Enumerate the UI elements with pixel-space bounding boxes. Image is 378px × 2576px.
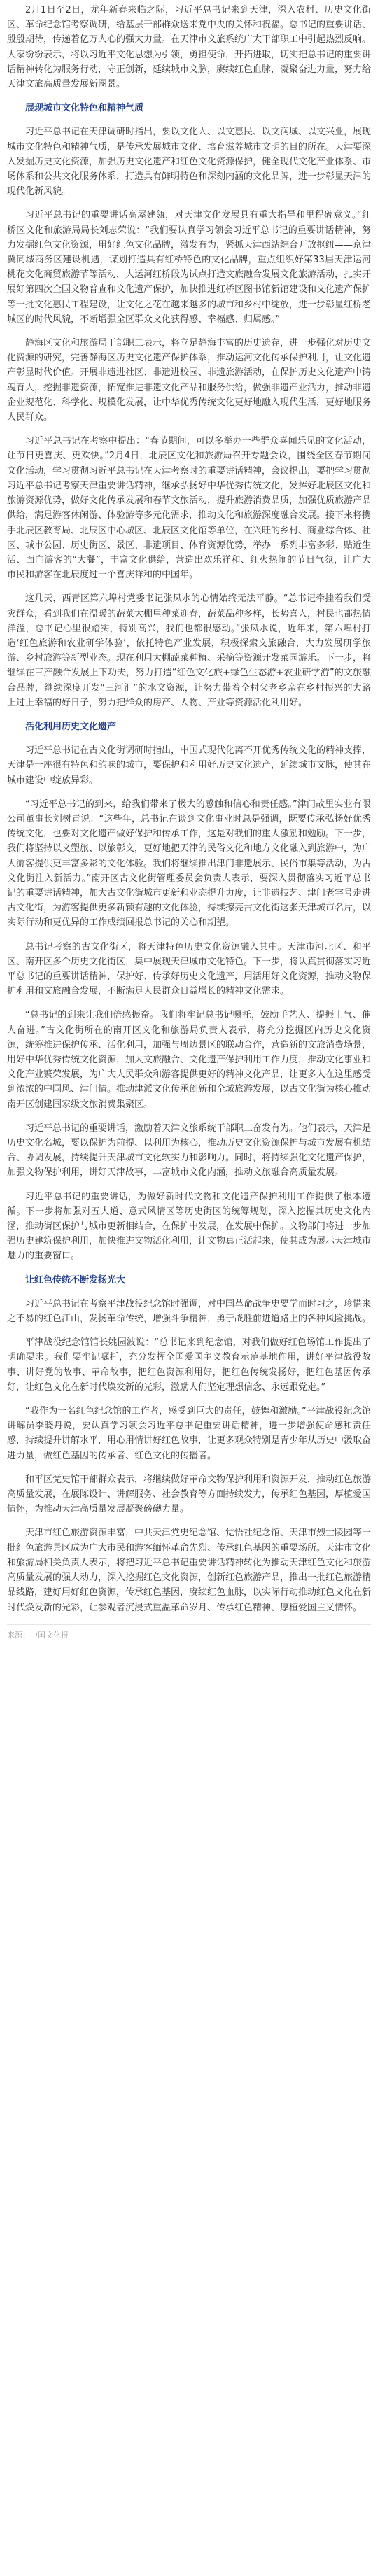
body-paragraph: “总书记的到来让我们倍感振奋。我们将牢记总书记嘱托，鼓励手艺人、提振士气、催人奋进。”古文化街所在的南开区文化和旅游局负责人表示，将充分挖掘区内历史文化资源，统筹推进保护传承、活化利用，加强与周边景区的联动合作，营造新的文旅消费场景，用好中华优秀传统文化资源，加大文旅融合、文化遗产保护利用工作力度，推动文化事业和文化产业繁荣发展，为广大人民群众和游客提供更好的精神文化产品，让更多人在这里感受到浓浓的中国风、津门情。推动津派文化传承创新和全域旅游发展，以古文化街为核心推动南开区创建国家级文旅消费集聚区。	[7, 1010, 372, 1110]
body-paragraph: 天津市红色旅游资源丰富，中共天津党史纪念馆、觉悟社纪念馆、天津市烈士陵园等一批红色旅游景区成为广大市民和游客缅怀革命先烈、传承红色基因的重要场所。天津市文化和旅游局相关负责人表示，将把习近平总书记重要讲话精神转化为推动天津红色文化和旅游高质量发展的强大动力，深入挖掘红色文化资源，创新红色旅游产品，推出一批红色旅游精品线路，建好用好红色资源，传承红色基因，赓续红色血脉，以实际行动推动红色文化在新时代焕发新的光彩，让参观者沉浸式重温革命岁月、传承红色精神、厚植爱国主义情怀。	[7, 1528, 372, 1613]
body-paragraph: 习近平总书记在考察平津战役纪念馆时强调，对中国革命战争史要学而时习之，珍惜来之不易的红色江山，发扬革命传统，增强斗争精神，勇于战胜前进道路上的各种风险挑战。	[7, 1298, 372, 1325]
body-paragraph: 习近平总书记的重要讲话，激励着天津文旅系统干部职工奋发有为。他们表示，天津是历史文化名城，要以保护为前提、以利用为核心，推动历史文化资源保护与城市发展有机结合、协调发展，持续提升天津城市文化软实力和影响力。同时，将持续强化文化遗产保护，加强文物保护利用，讲好天津故事，丰富城市文化内涵，推动文旅融合高质量发展。	[7, 1122, 372, 1178]
body-paragraph: “习近平总书记的到来，给我们带来了极大的感触和信心和责任感。”津门故里实业有限公司董事长刘树青说：“这些年，总书记在谈到文化事业时总是强调，既要传承弘扬好优秀传统文化，也要对文化遗产做好保护和传承工作，这是对我们的重大激励和勉励。下一步，我们将坚持以文塑旅、以旅彰文，更好地把天津的民俗文化和地方文化融入到旅游中，为广大游客提供更丰富多彩的文化体验。我们将继续推出津门非遗展示、民俗市集等活动，为古文化街注入新活力。”南开区古文化街管理委员会负责人表示，要深入贯彻落实习近平总书记的重要讲话精神，加大古文化街城市更新和业态提升力度，让非遗技艺、津门老字号走进古文化街，为游客提供更多新颖有趣的文化体验，持续擦亮古文化街这张天津城市名片，以实际行动和更优异的工作成绩回报总书记的关心和期望。	[7, 798, 372, 929]
source-label: 来源：	[7, 1630, 30, 1640]
body-paragraph: 习近平总书记的重要讲话，为做好新时代文物和文化遗产保护利用工作提供了根本遵循。下一步将加强对五大道、意式风情区等历史街区的统筹规划，深入挖掘其历史文化内涵，推动街区保护与城市更新相结合，在保护中发展，在发展中保护。文物部门将进一步加强历史建筑保护利用，加快推进文物活化利用，让文物真正活起来，使其成为展示天津城市魅力的重要窗口。	[7, 1191, 372, 1262]
section-2	[7, 719, 371, 1264]
intro-paragraph: 2月1日至2日，龙年新春来临之际，习近平总书记来到天津，深入农村、历史文化街区、革命纪念馆考察调研，给基层干部群众送来党中央的关怀和祝福。总书记的重要讲话、殷殷期待，传递着亿万人心的强大力量。在天津市文旅系统广大干部职工中引起热烈反响。大家纷纷表示，将以习近平文化思想为引领，勇担使命，开拓进取，切实把总书记的重要讲话精神转化为服务行动，守正创新，延续城市文脉，赓续红色血脉，凝聚奋进力量，努力给天津文旅高质量发展新图景。	[7, 5, 372, 90]
source-line	[7, 1624, 371, 1642]
body-paragraph: 平津战役纪念馆馆长姚园波说：“总书记来到纪念馆，对我们做好红色场馆工作提出了明确要求。我们要牢记嘱托，充分发挥全国爱国主义教育示范基地作用，讲好平津战役故事、讲好党的故事、革命故事，把红色资源利用好，把红色传统发扬好，把红色基因传承好，让红色文化在新时代焕发新的光彩，激励人们坚定理想信念、永远跟党走。”	[7, 1337, 371, 1393]
section-1	[7, 101, 371, 710]
body-paragraph: 和平区党史馆干部群众表示，将继续做好革命文物保护利用和资源开发，推动红色旅游高质量发展，在展陈设计、讲解服务、社会教育等方面持续发力，传承红色基因，厚植爱国情怀，为推动天津高质量发展凝聚磅礴力量。	[7, 1474, 372, 1515]
section-heading: 让红色传统不断发扬光大	[25, 1274, 126, 1286]
body-paragraph: 习近平总书记在考察中提出：“春节期间，可以多举办一些群众喜闻乐见的文化活动，让节日更喜庆、更欢快。”2月4日，北辰区文化和旅游局召开专题会议，围绕全区春节期间文化活动，学习贯彻习近平总书记在天津考察时的重要讲话精神，会议提出，要把学习贯彻习近平总书记考察天津重要讲话精神，继承弘扬好中华优秀传统文化，发挥好北辰区文化和旅游资源优势，做好文化传承发展和春节文旅活动，提升旅游消费品质，加强优质旅游产品供给，满足游客休闲游、体验游等多元化需求，推动文化和旅游深度融合发展。接下来将携手北辰区教育局、北辰区中心城区、北辰区文化馆等单位，在兴旺的乡村、商业综合体、社区、城市公园、历史街区、景区、非遗项目、体育资源优势，举办一系列丰富多彩、贴近生活、面向游客的“大餐”，丰富文化供给，营造出欢乐祥和、红火热闹的节日气氛，让广大市民和游客在北辰度过一个喜庆祥和的中国年。	[7, 436, 372, 581]
source-name: 中国文化报	[30, 1630, 69, 1640]
body-paragraph: 习近平总书记在古文化街调研时指出，中国式现代化离不开优秀传统文化的精神支撑，天津是一座很有特色和韵味的城市，要保护和利用好历史文化遗产，延续城市文脉，使其在城市建设中绽放异彩。	[7, 745, 372, 786]
body-paragraph: 总书记考察的古文化街区，将天津特色历史文化资源融入其中。天津市河北区、和平区、南开区多个历史文化街区，集中展现天津城市文化特色。下一步，将认真贯彻落实习近平总书记的重要讲话精神，保护好、传承好历史文化遗产，用活用好文化资源，推动文物保护利用和文旅融合发展，不断满足人民群众日益增长的精神文化需求。	[7, 941, 372, 997]
section-heading: 活化利用历史文化遗产	[25, 721, 117, 732]
body-paragraph: 这几天，西青区第六埠村党委书记张凤水的心情始终无法平静。“总书记牵挂着我们受灾群众，看到我们在温暖的蔬菜大棚里种菜迎春，蔬菜品种多样，长势喜人，村民也都热情洋溢，总书记心里很踏实，特别高兴，我们也都很感动。”张凤水说，近年来，第六埠村打造‘红色旅游和农业研学体验’，依托特色产业发展，积极探索文旅融合，大力发展研学旅游、乡村旅游等新型业态。现在利用大棚蔬菜种植、采摘等资源开发菜园游乐。下一步，将继续在三产融合发展上下功夫，努力打造“红色文化旅+绿色生态游+农业研学游”的文旅融合品牌，继续深度开发“三河汇”的水文资源，让努力带着全村父老乡亲在乡村振兴的大路上过上幸福的好日子，努力把群众的房产、人物、产业等资源活化利用好。	[7, 593, 372, 708]
body-paragraph: 习近平总书记在天津调研时指出，要以文化人、以文惠民、以文润城、以文兴业，展现城市文化特色和精神气质，是传承发展城市文化、培育滋养城市文明的目的所在。天津要深入发掘历史文化资源，加强历史文化遗产和红色文化资源保护，健全现代文化产业体系、市场体系和公共文化服务体系，打造具有鲜明特色和深刻内涵的文化品牌，进一步彰显天津的现代化新风貌。	[7, 127, 372, 197]
body-paragraph: “我作为一名红色纪念馆的工作者，感受到巨大的责任，鼓舞和激励。”平津战役纪念馆讲解员李晓丹说，要认真学习领会习近平总书记重要讲话精神，进一步增强使命感和责任感，持续提升讲解水平，用心用情讲好红色故事，让更多观众特别是青少年从历史中汲取奋进力量，做红色基因的传承者、红色文化的传播者。	[7, 1406, 372, 1461]
section-3	[7, 1273, 371, 1615]
body-paragraph: 静海区文化和旅游局干部职工表示，将立足静海丰富的历史遗存，进一步强化对历史文化资源的研究，完善静海区历史文化遗产保护体系，推动运河文化传承保护利用，让文化遗产彰显时代价值。开展非遗进社区、非遗进校园、非遗旅游活动，在保护历史文化遗产中铸魂育人，挖掘非遗资源，拓宽推进非遗文化产品和服务供给，做强非遗产业活力，推动非遗企业规范化、科学化、规模化发展，让中华优秀传统文化更好地融入现代生活，更好地服务人民群众。	[7, 338, 372, 423]
section-heading: 展现城市文化特色和精神气质	[25, 103, 144, 114]
body-paragraph: 习近平总书记的重要讲话高屋建瓴，对天津文化发展具有重大指导和里程碑意义。”红桥区文化和旅游局局长刘志荣说：“我们要认真学习领会习近平总书记的重要讲话精神，努力发掘红色文化资源，用好红色文化品牌，激发有为，紧抓天津西站综合开放枢纽——京津冀同城商务区建设机遇，谋划打造具有红桥特色的文化品牌，重点组织好第33届天津运河桃花文化商贸旅游节等活动，大运河红桥段为试点打造文旅融合发展文化旅游活动，扎实开展好第四次全国文物普查和文化遗产保护，加快推进红桥区图书馆新馆建设和文化遗产保护等一批文化惠民工程建设，让文化之花在越来越多的城市和乡村中绽放，进一步彰显红桥老城区的时代风貌，不断增强全区群众文化获得感、幸福感、归属感。”	[7, 210, 372, 325]
